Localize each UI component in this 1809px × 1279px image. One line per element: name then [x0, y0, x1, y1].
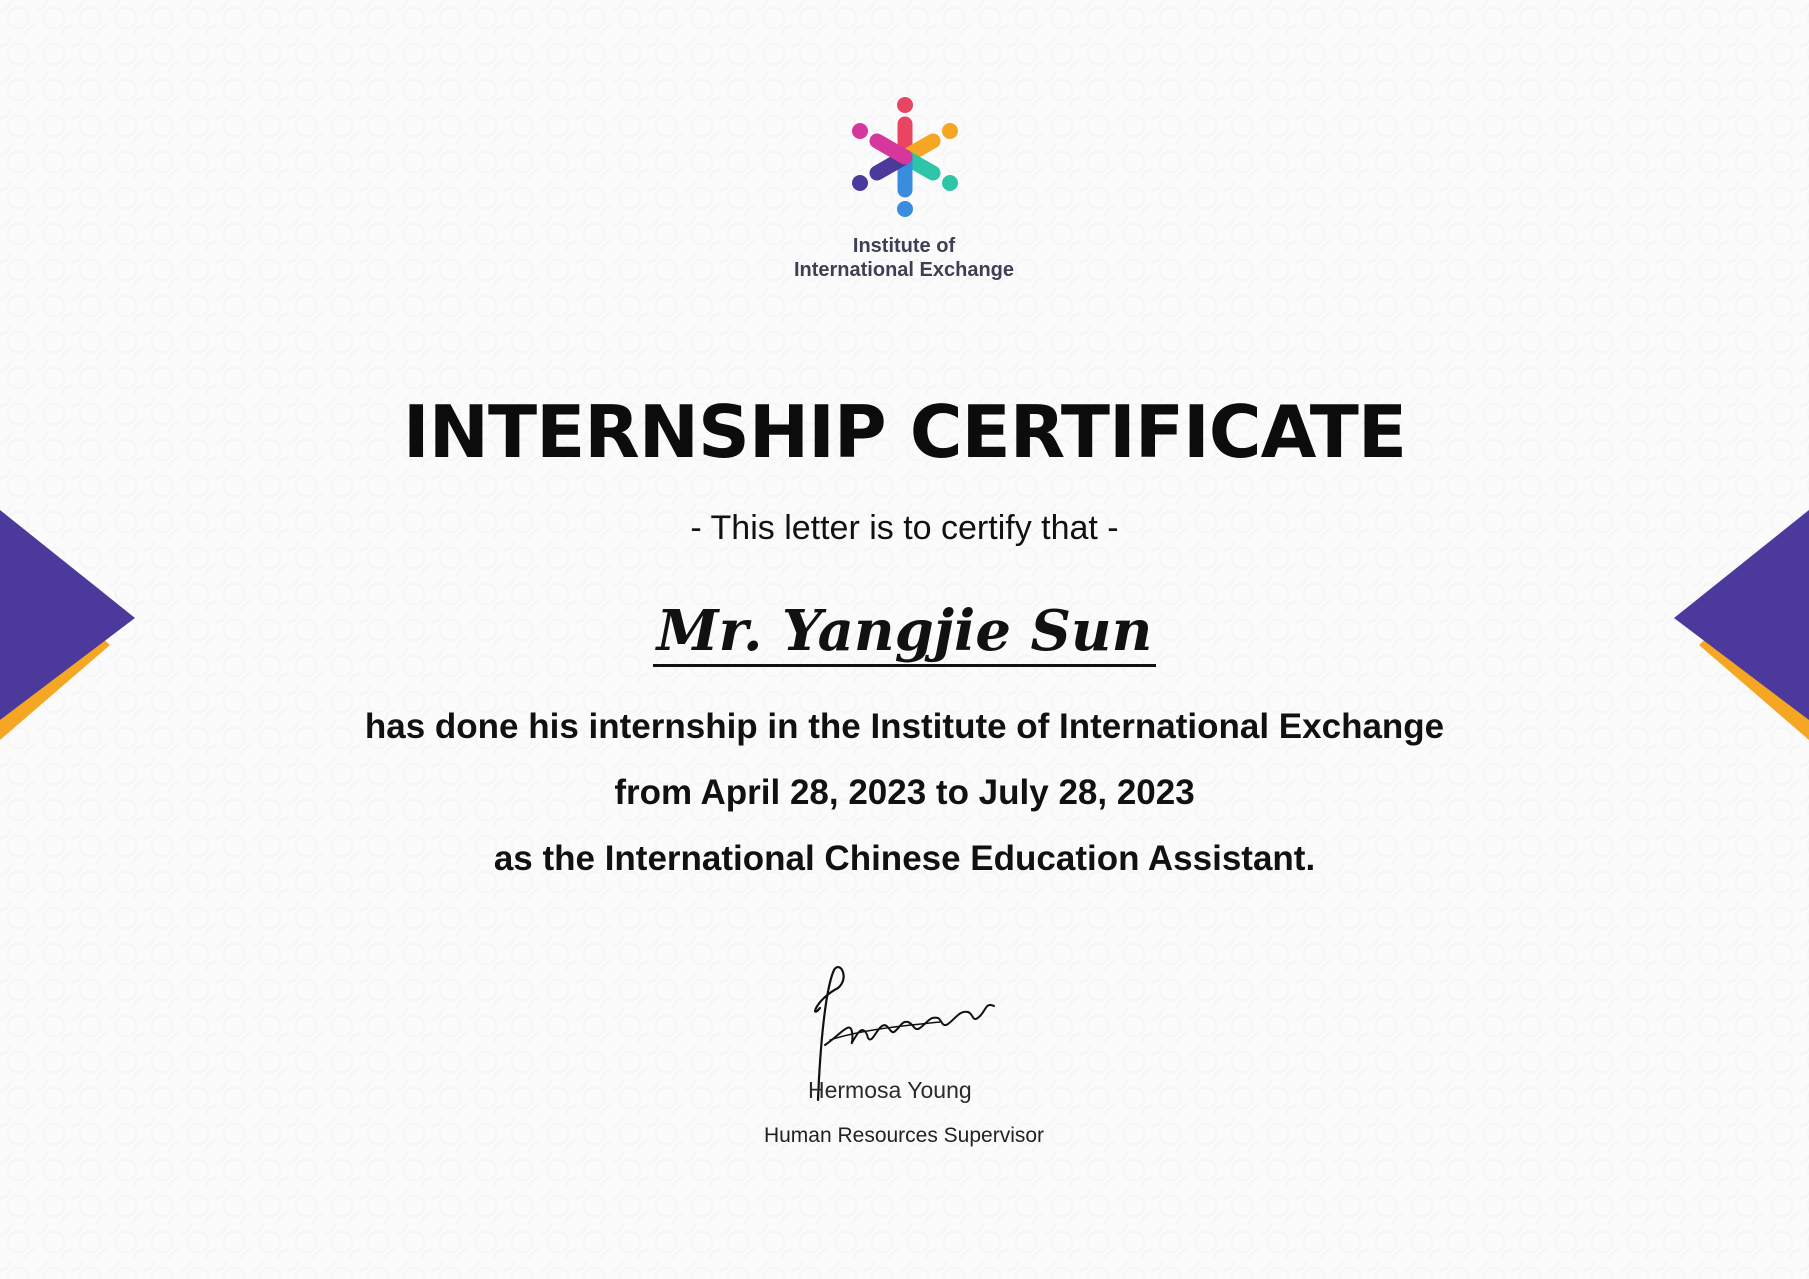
certificate-subtitle: - This letter is to certify that - — [690, 509, 1119, 547]
signatory-title: Human Resources Supervisor — [763, 1124, 1045, 1147]
signatory-name: Hermosa Young — [808, 1077, 972, 1103]
recipient-name — [0, 596, 1809, 666]
organization-name-line2: International Exchange — [793, 259, 1015, 281]
organization-name — [704, 234, 1104, 282]
organization-logo-icon — [844, 96, 966, 218]
certificate-body-line2: from April 28, 2023 to July 28, 2023 — [614, 773, 1195, 812]
certificate-title: INTERNSHIP CERTIFICATE — [402, 390, 1407, 474]
certificate-body-line1: has done his internship in the Institute of International Exchange — [364, 707, 1445, 746]
recipient-name-text: Mr. Yangjie Sun — [653, 598, 1157, 667]
organization-name-line1: Institute of — [852, 235, 956, 257]
certificate-body-line3: as the International Chinese Education Assistant. — [493, 839, 1316, 878]
